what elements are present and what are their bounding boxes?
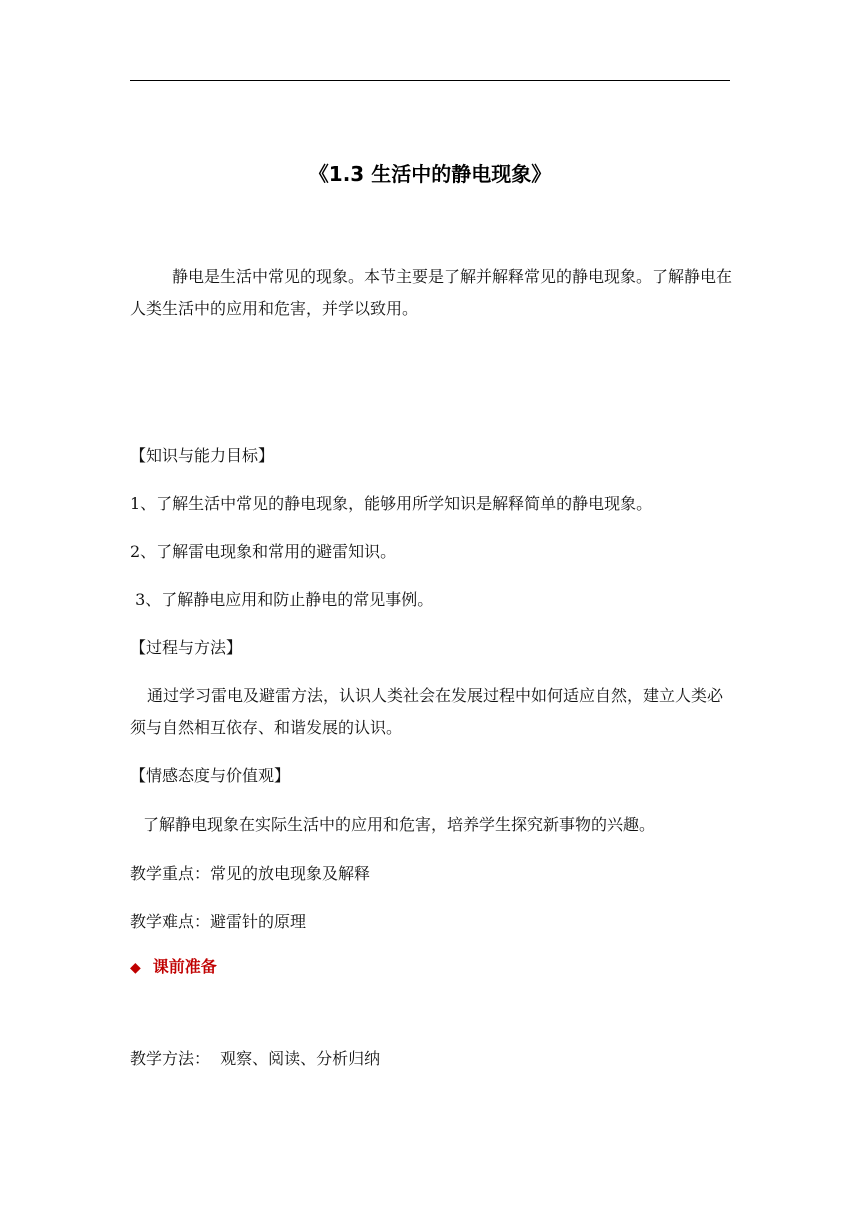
prep-heading bbox=[130, 955, 217, 980]
prep-heading-label: 课前准备 bbox=[152, 957, 217, 976]
intro-paragraph: 静电是生活中常见的现象。本节主要是了解并解释常见的静电现象。了解静电在人类生活中的应用和危害，并学以致用。 bbox=[130, 267, 733, 318]
difficult-point: 教学难点：避雷针的原理 bbox=[130, 912, 307, 931]
emotion-heading: 【情感态度与价值观】 bbox=[130, 766, 291, 785]
knowledge-item-3: 3、了解静电应用和防止静电的常见事例。 bbox=[130, 590, 434, 609]
process-paragraph: 通过学习雷电及避雷方法，认识人类社会在发展过程中如何适应自然，建立人类必须与自然相互依存、和谐发展的认识。 bbox=[130, 686, 724, 737]
teaching-method: 教学方法： 观察、阅读、分析归纳 bbox=[130, 1049, 381, 1068]
diamond-bullet-icon: ◆ bbox=[130, 960, 141, 976]
knowledge-heading: 【知识与能力目标】 bbox=[130, 446, 275, 465]
header-rule bbox=[130, 80, 730, 81]
knowledge-item-1: 1、了解生活中常见的静电现象，能够用所学知识是解释简单的静电现象。 bbox=[130, 494, 653, 513]
process-heading: 【过程与方法】 bbox=[130, 638, 243, 657]
emotion-paragraph: 了解静电现象在实际生活中的应用和危害，培养学生探究新事物的兴趣。 bbox=[143, 815, 656, 834]
knowledge-item-2: 2、了解雷电现象和常用的避雷知识。 bbox=[130, 542, 397, 561]
key-point: 教学重点：常见的放电现象及解释 bbox=[130, 864, 371, 883]
document-title: 《1.3 生活中的静电现象》 bbox=[308, 162, 552, 186]
